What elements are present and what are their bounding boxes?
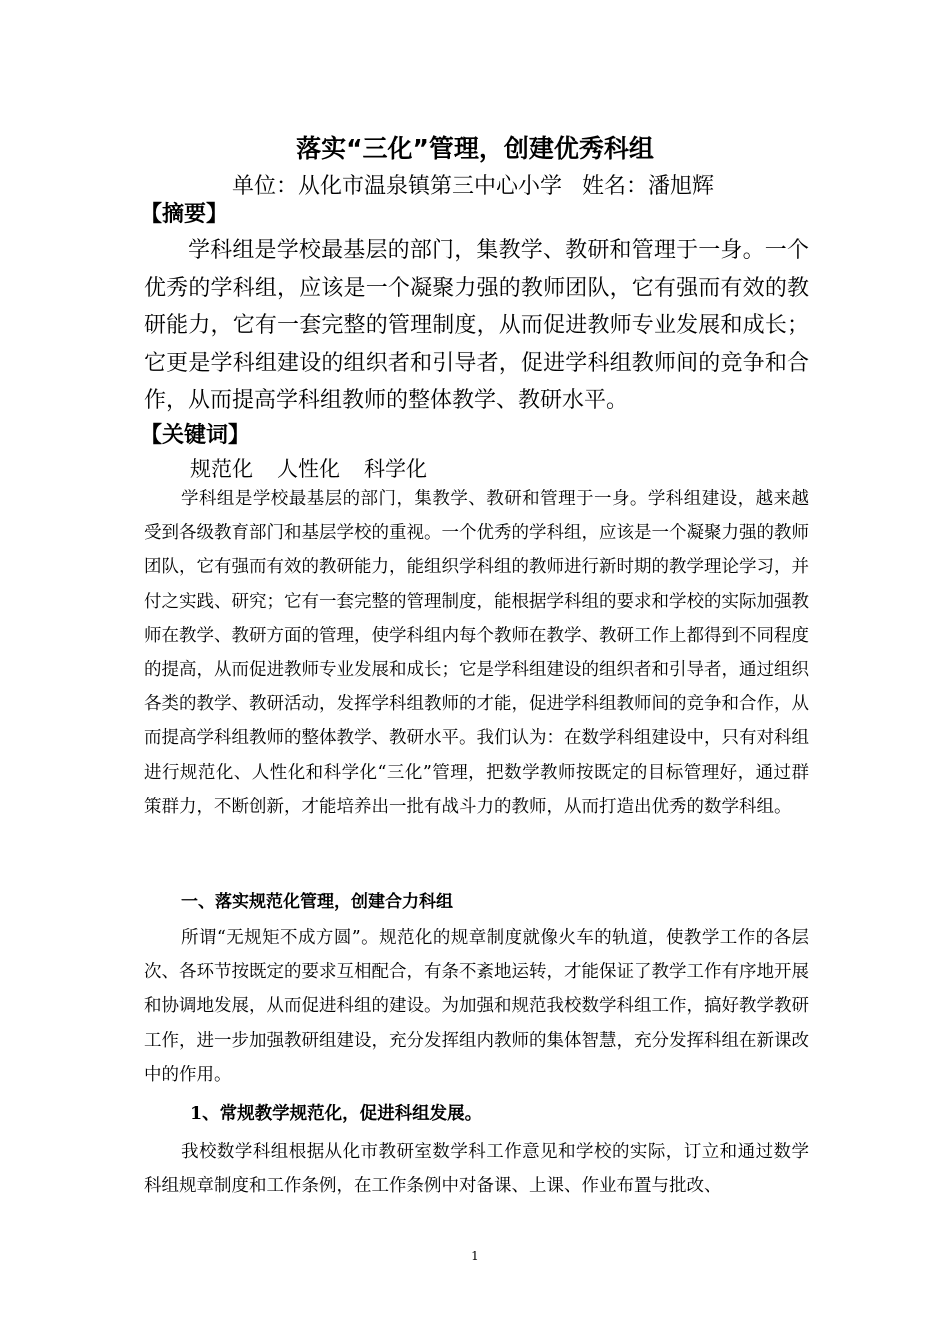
author-name: 姓名：潘旭辉 <box>582 174 715 199</box>
keyword-item: 人性化 <box>277 457 340 481</box>
author-byline <box>232 172 872 202</box>
author-unit: 单位：从化市温泉镇第三中心小学 <box>232 174 563 199</box>
page-number: 1 <box>471 1249 479 1263</box>
keyword-item: 科学化 <box>364 457 427 481</box>
keywords-label: 【关键词】 <box>140 423 251 448</box>
subsection-paragraph: 我校数学科组根据从化市教研室数学科工作意见和学校的实际，订立和通过数学科组规章制度和工作条例，在工作条例中对备课、上课、作业布置与批改、 <box>144 1142 809 1197</box>
section-heading: 一、落实规范化管理，创建合力科组 <box>181 892 453 912</box>
document-title: 落实“三化”管理，创建优秀科组 <box>296 134 654 163</box>
abstract-text: 学科组是学校最基层的部门，集教学、教研和管理于一身。一个优秀的学科组，应该是一个凝聚力强的教师团队，它有强而有效的教研能力，它有一套完整的管理制度，从而促进教师专业发展和成长；它更是学科组建设的组织者和引导者，促进学科组教师间的竞争和合作，从而提高学科组教师的整体教学、教研水平。 <box>144 238 809 413</box>
subsection-heading: 1、常规教学规范化，促进科组发展。 <box>190 1104 483 1124</box>
abstract-label: 【摘要】 <box>140 202 229 227</box>
keywords-list <box>190 454 451 484</box>
intro-paragraph: 学科组是学校最基层的部门，集教学、教研和管理于一身。学科组建设，越来越受到各级教育部门和基层学校的重视。一个优秀的学科组，应该是一个凝聚力强的教师团队，它有强而有效的教研能力，能组织学科组的教师进行新时期的教学理论学习，并付之实践、研究；它有一套完整的管理制度，能根据学科组的要求和学校的实际加强教师在教学、教研方面的管理，使学科组内每个教师在教学、教研工作上都得到不同程度的提高，从而促进教师专业发展和成长；它是学科组建设的组织者和引导者，通过组织各类的教学、教研活动，发挥学科组教师的才能，促进学科组教师间的竞争和合作，从而提高学科组教师的整体教学、教研水平。我们认为：在数学科组建设中，只有对科组进行规范化、人性化和科学化“三化”管理，把数学教师按既定的目标管理好，通过群策群力，不断创新，才能培养出一批有战斗力的教师，从而打造出优秀的数学科组。 <box>144 489 809 817</box>
keyword-item: 规范化 <box>190 457 253 481</box>
section-paragraph: 所谓“无规矩不成方圆”。规范化的规章制度就像火车的轨道，使教学工作的各层次、各环节按既定的要求互相配合，有条不紊地运转，才能保证了教学工作有序地开展和协调地发展，从而促进科组的建设。为加强和规范我校数学科组工作，搞好教学教研工作，进一步加强教研组建设，充分发挥组内教师的集体智慧，充分发挥科组在新课改中的作用。 <box>144 928 809 1085</box>
